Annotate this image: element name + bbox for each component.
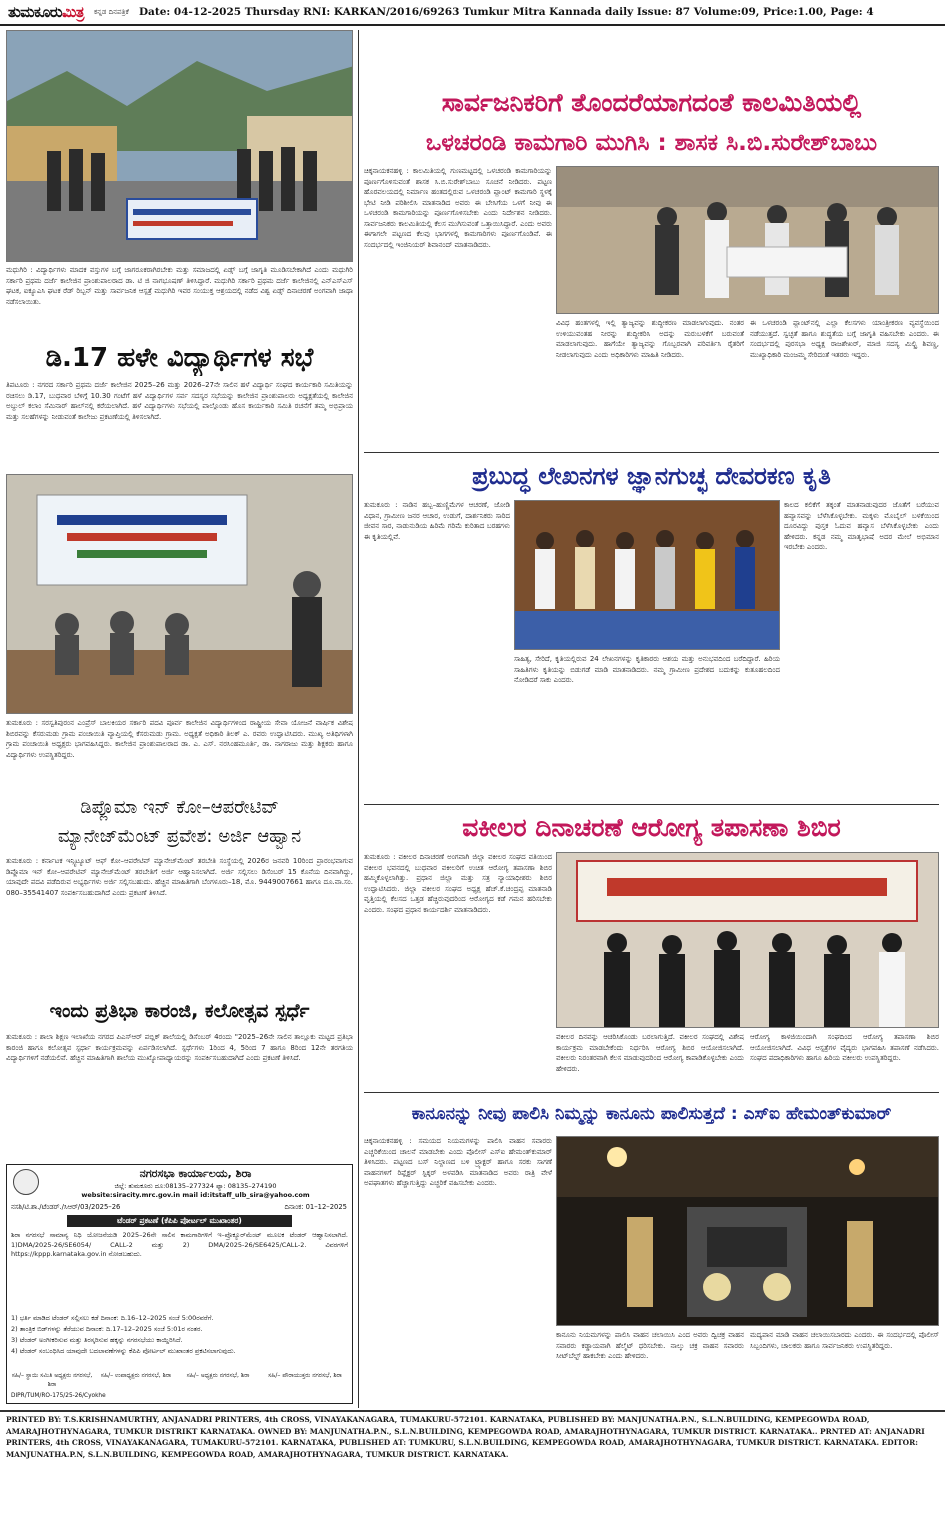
tender-advertisement [6,1164,353,1404]
book-release-photo [514,500,780,650]
column-divider [358,30,359,1408]
book-release-story-part3: ಕಾಲದ ಕಲಿಕೆಗೆ ತಕ್ಕಂತೆ ಮಾತನಾಡುವುದರ ಜೊತೆಗೆ ಬರೆಯುವ ಹವ್ಯಾಸವನ್ನು ಬೆಳೆಸಿಕೊಳ್ಳಬೇಕು. ಮಕ್ಕಳು ಮೊಬೈಲ್ ಬಳಕೆಯಿಂದ ದೂರವಿದ್ದು ಪುಸ್ತಕ ಓದುವ ಹವ್ಯಾಸ ಬೆಳೆಸಿಕೊಳ್ಳಬೇಕು ಎಂದು ಹೇಳಿದರು. ಕನ್ನಡ ನಮ್ಮ ಮಾತೃಭಾಷೆ ಅದರ ಮೇಲೆ ಅಭಿಮಾನ ಇರಬೇಕು ಎಂದರು. [784,501,939,551]
ad-tender-title: ಟೆಂಡರ್ ಪ್ರಕಟಣೆ (ಕೆಪಿಪಿ ಪೋರ್ಟಲ್ ಮುಖಾಂತರ) [67,1215,292,1227]
nss-camp-photo [6,474,353,714]
book-release-story-part1: ತುಮಕೂರು : ನಾಡಿನ ಹಬ್ಬ–ಹುಣ್ಣಿಮೆಗಳ ಆಚರಣೆ, ಜೋಡಿ ವಿಧಾನ, ಗ್ರಾಮೀಣ ಜನರ ಆಚಾರ, ಉಡುಗೆ, ದಾರ್ಶನಿಕರು ಸಾರಿದ ಜೀವನ ಸಾರ, ನಾಡುನುಡಿಯ ಹಿರಿಮೆ ಗರಿಮೆ ಕುರಿತಾದ ಬರಹಗಳು ಈ ಕೃತಿಯಲ್ಲಿವೆ. [364,501,510,541]
traffic-law-story-part2: ಕಾನೂನು ನಿಯಮಗಳನ್ನು ಪಾಲಿಸಿ ವಾಹನ ಚಲಾಯಿಸಿ ಎಂದ ಅವರು ದ್ವಿಚಕ್ರ ವಾಹನ ಸವಾರರು ಕಡ್ಡಾಯವಾಗಿ ಹೆಲ್ಮೆಟ್ ಧರಿಸಬೇಕು. ನಾಲ್ಕು ಚಕ್ರ ವಾಹನ ಸವಾರರು ಸೀಟ್‌ಬೆಲ್ಟ್ ಹಾಕಬೇಕು ಎಂದು ಹೇಳಿದರು. [556,1331,744,1360]
ad-ref-no: ನಸಶಿ/ಟಿ.ಶಾ./ಟೆಂಡರ್./ಸಿಆರ್/03/2025–26 [11,1203,121,1211]
ad-code: DIPR/TUM/RO-175/25-26/Cyokhe [11,1393,106,1399]
health-camp-headline: ವಕೀಲರ ದಿನಾಚರಣೆ ಆರೋಗ್ಯ ತಪಾಸಣಾ ಶಿಬಿರ [462,813,841,842]
emblem-icon [13,1169,39,1195]
aids-rally-photo [6,30,353,262]
traffic-law-headline: ಕಾನೂನನ್ನು ನೀವು ಪಾಲಿಸಿ ನಿಮ್ಮನ್ನು ಕಾನೂನು ಪಾಲಿಸುತ್ತದೆ : ಎಸ್‌ಐ ಹೇಮಂತ್‌ಕುಮಾರ್ [411,1104,892,1124]
traffic-law-story-part3: ಮದ್ಯಪಾನ ಮಾಡಿ ವಾಹನ ಚಲಾಯಿಸಬಾರದು ಎಂದರು. ಈ ಸಂದರ್ಭದಲ್ಲಿ ಪೊಲೀಸ್ ಸಿಬ್ಬಂದಿಗಳು, ಚಾಲಕರು ಹಾಗೂ ಸಾರ್ವಜನಿಕರು ಉಪಸ್ಥಿತರಿದ್ದರು. [750,1331,939,1350]
ad-org-name: ನಗರಸಭಾ ಕಾರ್ಯಾಲಯ, ಶಿರಾ [139,1167,252,1180]
section-divider [364,452,939,453]
diploma-headline-line1: ಡಿಪ್ಲೊಮಾ ಇನ್ ಕೋ–ಆಪರೇಟಿವ್ [80,797,279,818]
sewage-plant-inspection-photo [556,166,939,314]
pratibha-karanji-story: ತುಮಕೂರು : ಶಾಲಾ ಶಿಕ್ಷಣ ಇಲಾಖೆಯ ನಗರದ ಪಿಎಸ್‌ಆರ್ ಪಬ್ಲಿಕ್ ಶಾಲೆಯಲ್ಲಿ ಡಿಸೆಂಬರ್ 4ರಂದು "2025–26ನೇ ಸಾಲಿನ ತಾಲ್ಲೂಕು ಮಟ್ಟದ ಪ್ರತಿಭಾ ಕಾರಂಜಿ ಹಾಗೂ ಕಲೋತ್ಸವ ಸ್ಪರ್ಧಾ ಕಾರ್ಯಕ್ರಮವನ್ನು ಏರ್ಪಡಿಸಲಾಗಿದೆ. ಸ್ಪರ್ಧೆಗಳು 1ರಿಂದ 4, 5ರಿಂದ 7 ಹಾಗೂ 8ರಿಂದ 12ನೇ ತರಗತಿಯ ವಿದ್ಯಾರ್ಥಿಗಳಿಗೆ ನಡೆಯಲಿವೆ. ಹೆಚ್ಚಿನ ಮಾಹಿತಿಗಾಗಿ ಶಾಲೆಯ ಮುಖ್ಯೋಪಾಧ್ಯಾಯರನ್ನು ಸಂಪರ್ಕಿಸಬಹುದಾಗಿದೆ ಎಂದು ಪ್ರಕಟಣೆ ತಿಳಿಸಿದೆ. [6,1033,353,1062]
health-camp-story-part3: ಆರೋಗ್ಯ ಕಾಳಜಿಯಿಂದಾಗಿ ಸಂಘದಿಂದ ಆರೋಗ್ಯ ತಪಾಸಣಾ ಶಿಬಿರ ಆಯೋಜಿಸಲಾಗಿದೆ. ವಿವಿಧ ಆಸ್ಪತ್ರೆಗಳ ವೈದ್ಯರು ಭಾಗವಹಿಸಿ ತಪಾಸಣೆ ನಡೆಸಿದರು. ಸಂಘದ ಪದಾಧಿಕಾರಿಗಳು ಹಾಗೂ ಹಿರಿಯ ವಕೀಲರು ಉಪಸ್ಥಿತರಿದ್ದರು. [750,1033,939,1062]
alumni-meeting-story: ತಿಪಟೂರು : ನಗರದ ಸರ್ಕಾರಿ ಪ್ರಥಮ ದರ್ಜೆ ಕಾಲೇಜಿನ 2025–26 ಮತ್ತು 2026–27ನೇ ಸಾಲಿನ ಹಳೆ ವಿದ್ಯಾರ್ಥಿ ಸಂಘದ ಕಾರ್ಯಕಾರಿ ಸಮಿತಿಯನ್ನು ರಚಿಸಲು ಡಿ.17, ಬುಧವಾರ ಬೆಳಿಗ್ಗೆ 10.30 ಗಂಟೆಗೆ ಹಳೆ ವಿದ್ಯಾರ್ಥಿಗಳ ಸರ್ವ ಸದಸ್ಯರ ಸಭೆಯನ್ನು ಕಾಲೇಜಿನ ಪ್ರಾಂಶುಪಾಲರು ಅಧ್ಯಕ್ಷತೆಯಲ್ಲಿ ಕಾಲೇಜಿನ ಅಬ್ದುಲ್ ಕಲಾಂ ಸೆಮಿನಾರ್ ಹಾಲ್‌ನಲ್ಲಿ ಕರೆಯಲಾಗಿದೆ. ಹಳೆ ವಿದ್ಯಾರ್ಥಿಗಳು ಸಭೆಯಲ್ಲಿ ಪಾಲ್ಗೊಂಡು ಹೊಸ ಕಾರ್ಯಕಾರಿ ಸಮಿತಿ ರಚನೆಗೆ ತಮ್ಮ ಅಭಿಪ್ರಾಯ ಮತ್ತು ಸಲಹೆಗಳನ್ನು ನೀಡುವಂತೆ ಕಾಲೇಜು ಪ್ರಕಟಣೆಯಲ್ಲಿ ತಿಳಿಸಲಾಗಿದೆ. [6,381,353,421]
health-camp-story-part2: ವಕೀಲರ ದಿನವನ್ನು ಆಚರಿಸಿಕೊಂಡು ಬರಲಾಗುತ್ತಿದೆ. ವಕೀಲರ ಸಂಘದಲ್ಲಿ ವಿಶೇಷ ಕಾರ್ಯಕ್ರಮ ಮಾಡಬೇಕೆಂದು ನಿರ್ಧರಿಸಿ ಆರೋಗ್ಯ ಶಿಬಿರ ಆಯೋಜಿಸಲಾಗಿದೆ. ವಕೀಲರು ನಿರಂತರವಾಗಿ ಕೆಲಸ ಮಾಡುವುದರಿಂದ ಆರೋಗ್ಯ ಕಾಪಾಡಿಕೊಳ್ಳಬೇಕು ಎಂದು ಹೇಳಿದರು. [556,1033,744,1073]
footer-rule [0,1410,945,1412]
issue-info: Date: 04-12-2025 Thursday RNI: KARKAN/2016/69263 Tumkur Mitra Kannada daily Issue: 87 Volume:09, Price:1.00, Page: 4 [138,6,874,18]
health-camp-story-part1: ತುಮಕೂರು : ವಕೀಲರ ದಿನಾಚರಣೆ ಅಂಗವಾಗಿ ಜಿಲ್ಲಾ ವಕೀಲರ ಸಂಘದ ವತಿಯಿಂದ ವಕೀಲರ ಭವನದಲ್ಲಿ ಬುಧವಾರ ವಕೀಲರಿಗೆ ಉಚಿತ ಆರೋಗ್ಯ ತಪಾಸಣಾ ಶಿಬಿರ ಹಮ್ಮಿಕೊಳ್ಳಲಾಗಿತ್ತು. ಪ್ರಧಾನ ಜಿಲ್ಲಾ ಮತ್ತು ಸತ್ರ ನ್ಯಾಯಾಧೀಶರು ಶಿಬಿರ ಉದ್ಘಾಟಿಸಿದರು. ಜಿಲ್ಲಾ ವಕೀಲರ ಸಂಘದ ಅಧ್ಯಕ್ಷ ಹೆಚ್.ಕೆ.ಚಂದ್ರಪ್ಪ ಮಾತನಾಡಿ ವೃತ್ತಿಯಲ್ಲಿ ಕೆಲಸದ ಒತ್ತಡ ಹೆಚ್ಚಿರುವುದರಿಂದ ಆರೋಗ್ಯದ ಕಡೆ ಗಮನ ಹರಿಸಬೇಕು ಎಂದರು. ಸಂಘದ ಪ್ರಧಾನ ಕಾರ್ಯದರ್ಶಿ ಮಾತನಾಡಿದರು. [364,853,552,914]
ad-signature-3: ಸಹಿ/– ಅಧ್ಯಕ್ಷರು ನಗರಸಭೆ, ಶಿರಾ [186,1372,250,1379]
ad-signature-2: ಸಹಿ/– ಉಪಾಧ್ಯಕ್ಷರು ನಗರಸಭೆ, ಶಿರಾ [100,1372,172,1379]
imprint-line: PRINTED BY: T.S.KRISHNAMURTHY, ANJANADRI PRINTERS, 4th CROSS, VINAYAKANAGARA, TUMAKURU-572101. KARNATAKA, PUBLISHED BY: MANJUNATHA.P.N., S.L.N.BUILDING, KEMPEGOWDA ROAD, AMARAJHOTHYNAGARA, TUMKUR DISTRIKT KARNATAKA. OWNED BY: MANJUNATHA.P.N., S.L.N.BUILDING, KEMPEGOWDA ROAD, AMARAJHOTHYNAGARA, TUMKUR DISTRICT. KARNATAKA.. PRNTED AT: ANJANADRI PRINTERS, 4th CROSS, VINAYAKANAGARA, TUMAKURU-572101. KARNATAKA, PUBLISHED AT: TUMKURU, S.L.N.BUILDING, KEMPEGOWDA ROAD, AMARAJHOTHYNAGARA, TUMKUR DISTRICT. KARNATAKA. EDITOR: MANJUNATHA.P.N, S.L.N.BUILDING, KEMPEGOWDA ROAD, AMARAJHOTHYNAGARA, TUMKUR DISTRICT. KARNATAKA. [6,1415,925,1459]
ad-website: website:siracity.mrc.gov.in mail id:itstaff_ulb_sira@yahoo.com [81,1191,310,1199]
ad-item-4: 4) ಟೆಂಡರ್ ಸಂಬಂಧಿಸಿದ ಯಾವುದೇ ಬದಲಾವಣೆಗಳನ್ನು ಕೆಪಿಪಿ ಪೋರ್ಟಲ್ ಮುಖಾಂತರ ಪ್ರಕಟಿಸಲಾಗುವುದು. [11,1347,236,1355]
lead-story-part3: ಈ ಒಳಚರಂಡಿ ಪ್ಲಾಂಟ್‌ನಲ್ಲಿ ಎಲ್ಲಾ ಕೆಲಸಗಳು ಯಾಂತ್ರೀಕರಣ ವ್ಯವಸ್ಥೆಯಿಂದ ನಡೆಯುತ್ತದೆ. ಸ್ವಚ್ಛತೆ ಹಾಗೂ ಶುದ್ಧತೆಯ ಬಗ್ಗೆ ಜಾಗೃತಿ ವಹಿಸಬೇಕು ಎಂದರು. ಈ ಸಂದರ್ಭದಲ್ಲಿ ಪುರಸಭಾ ಅಧ್ಯಕ್ಷ ರಾಜಶೇಖರ್, ಮಾಜಿ ಸದಸ್ಯ ಮಿಲ್ಟ್ರಿ ಶಿವಣ್ಣ, ಮುಖ್ಯಾಧಿಕಾರಿ ಮಂಜಮ್ಮ ಸೇರಿದಂತೆ ಇತರರು ಇದ್ದರು. [750,319,939,359]
section-divider-2 [364,804,939,805]
book-release-story-part2: ಸಾಹಿತ್ಯ, ಸೇರಿದೆ, ಕೃತಿಯಲ್ಲಿರುವ 24 ಲೇಖನಗಳನ್ನು ಕೃತಿಕಾರರು ಆಶಯ ಮತ್ತು ಅನುಭವದಿಂದ ಬರೆದಿದ್ದಾರೆ. ಹಿರಿಯ ಸಾಹಿತಿಗಳು ಕೃತಿಯನ್ನು ಬಿಡುಗಡೆ ಮಾಡಿ ಮಾತನಾಡಿದರು. ನಮ್ಮ ಗ್ರಾಮೀಣ ಪ್ರದೇಶದ ಬದುಕನ್ನು ಕುತೂಹಲದಿಂದ ನೋಡಿದರೆ ಸಾಕು ಎಂದರು. [514,655,780,684]
traffic-check-photo [556,1136,939,1326]
alumni-meeting-headline: ಡಿ.17 ಹಳೇ ವಿದ್ಯಾರ್ಥಿಗಳ ಸಭೆ [45,343,314,373]
traffic-law-story-part1: ಚಿಕ್ಕನಾಯಕನಹಳ್ಳಿ : ಸಮಯದ ನಿಯಮಗಳನ್ನು ಪಾಲಿಸಿ ವಾಹನ ಸವಾರರು ಎಚ್ಚರಿಕೆಯಿಂದ ಚಾಲನೆ ಮಾಡಬೇಕು ಎಂದು ಪೊಲೀಸ್ ಎಸ್‌ಐ ಹೇಮಂತ್‌ಕುಮಾರ್ ತಿಳಿಸಿದರು. ಪಟ್ಟಣದ ಬಸ್ ನಿಲ್ದಾಣದ ಬಳಿ ಟ್ರ್ಯಾಕ್ಟರ್ ಹಾಗೂ ಸರಕು ಸಾಗಣೆ ವಾಹನಗಳಿಗೆ ರಿಫ್ಲೆಕ್ಟರ್ ಸ್ಟಿಕ್ಕರ್ ಅಳವಡಿಸಿ ಮಾತನಾಡಿದ ಅವರು ರಾತ್ರಿ ವೇಳೆ ಅಪಘಾತಗಳು ಹೆಚ್ಚಾಗುತ್ತಿದ್ದು ಎಚ್ಚರಿಕೆ ವಹಿಸಬೇಕು ಎಂದರು. [364,1137,552,1187]
ad-signature-1: ಸಹಿ/– ಸ್ಥಾಯಿ ಸಮಿತಿ ಅಧ್ಯಕ್ಷರು ನಗರಸಭೆ, ಶಿರಾ [11,1372,93,1388]
ad-signature-4: ಸಹಿ/– ಪೌರಾಯುಕ್ತರು ನಗರಸಭೆ, ಶಿರಾ [268,1372,342,1379]
logo-subtitle: ಕನ್ನಡ ದಿನಪತ್ರಿಕೆ [93,7,129,16]
nss-camp-story: ತುಮಕೂರು : ಸರಸ್ವತಿಪುರಂನ ಎಂಪ್ರೆಸ್ ಬಾಲಕಿಯರ ಸರ್ಕಾರಿ ಪದವಿ ಪೂರ್ವ ಕಾಲೇಜಿನ ವಿದ್ಯಾರ್ಥಿಗಳಿಂದ ರಾಷ್ಟ್ರೀಯ ಸೇವಾ ಯೋಜನೆ ವಾರ್ಷಿಕ ವಿಶೇಷ ಶಿಬಿರವನ್ನು ಕೆಸರುಮಡು ಗ್ರಾಮ ಪಂಚಾಯಿತಿ ವ್ಯಾಪ್ತಿಯಲ್ಲಿ ಕೆಸರುಮಡು ಗ್ರಾಮ. ಅಧ್ಯಕ್ಷತೆ ಅಧಿಕಾರಿ ತಿಲಕ್ ಎ. ರವರು ಉದ್ಘಾಟಿಸಿದರು. ಮುಖ್ಯ ಅತಿಥಿಗಳಾಗಿ ಗ್ರಾಮ ಪಂಚಾಯಿತಿ ಅಧ್ಯಕ್ಷರು ಭಾಗವಹಿಸಿದ್ದರು. ಕಾಲೇಜಿನ ಪ್ರಾಂಶುಪಾಲರಾದ ಡಾ. ಎ. ಎಸ್. ನರಸಿಂಹಮೂರ್ತಿ, ಡಾ. ನಾಗರಾಜು ಮತ್ತು ಶಿಕ್ಷಕರು ಹಾಗೂ ವಿದ್ಯಾರ್ಥಿಗಳು ಉಪಸ್ಥಿತರಿದ್ದರು. [6,719,353,759]
diploma-headline-line2: ಮ್ಯಾನೇಜ್‌ಮೆಂಟ್ ಪ್ರವೇಶ: ಅರ್ಜಿ ಆಹ್ವಾನ [57,826,302,847]
lead-story-part2: ವಿವಿಧ ಹಂತಗಳಲ್ಲಿ ಇಲ್ಲಿ ತ್ಯಾಜ್ಯವನ್ನು ಶುದ್ಧೀಕರಣ ಮಾಡಲಾಗುವುದು. ನಂತರ ಉಳಿಯುವಂತಹ ನೀರನ್ನು ಶುದ್ಧೀಕರಿಸಿ ಅದನ್ನು ಮರುಬಳಕೆಗೆ ಬರುವಂತೆ ಮಾಡಲಾಗುವುದು. ಹಾಗೆಯೇ ತ್ಯಾಜ್ಯವನ್ನು ಗೊಬ್ಬರವಾಗಿ ಪರಿವರ್ತಿಸಿ ರೈತರಿಗೆ ನೀಡಲಾಗುವುದು ಎಂದು ಅಧಿಕಾರಿಗಳು ಮಾಹಿತಿ ನೀಡಿದರು. [556,319,744,359]
ad-item-3: 3) ಟೆಂಡರ್ ಅಂಗೀಕರಿಸುವ ಮತ್ತು ತಿರಸ್ಕರಿಸುವ ಹಕ್ಕನ್ನು ನಗರಸಭೆಯು ಕಾಯ್ದಿರಿಸಿದೆ. [11,1336,183,1344]
masthead [0,0,945,26]
ad-body: ಶಿರಾ ನಗರಸಭೆ ಸಾಮಾನ್ಯ ನಿಧಿ ಯೋಜನೆಯಡಿ 2025–26ನೇ ಸಾಲಿನ ಕಾಮಗಾರಿಗಳಿಗೆ ಇ–ಪ್ರೊಕ್ಯೂರ್‌ಮೆಂಟ್ ಮೂಲಕ ಟೆಂಡರ್ ಆಹ್ವಾನಿಸಲಾಗಿದೆ. 1)DMA/2025-26/SE6054/ CALL-2 ಮತ್ತು 2) DMA/2025-26/SE6425/CALL-2. ವಿವರಗಳಿಗೆ https://kppp.karnataka.gov.in ನೋಡಬಹುದು. [11,1231,348,1259]
lead-headline-line1: ಸಾರ್ವಜನಿಕರಿಗೆ ತೊಂದರೆಯಾಗದಂತೆ ಕಾಲಮಿತಿಯಲ್ಲಿ [441,88,862,117]
section-divider-3 [364,1092,939,1093]
lead-story-part1: ಚಿಕ್ಕನಾಯಕನಹಳ್ಳಿ : ಕಾಲಮಿತಿಯಲ್ಲಿ ಗುಣಮಟ್ಟದಲ್ಲಿ ಒಳಚರಂಡಿ ಕಾಮಗಾರಿಯನ್ನು ಪೂರ್ಣಗೊಳಿಸುವಂತೆ ಶಾಸಕ ಸಿ.ಬಿ.ಸುರೇಶ್‌ಬಾಬು ಸೂಚನೆ ನೀಡಿದರು. ಪಟ್ಟಣ ಹೊರವಲಯದಲ್ಲಿ ನಿರ್ಮಾಣ ಹಂತದಲ್ಲಿರುವ ಒಳಚರಂಡಿ ಪ್ಲಾಂಟ್ ಕಾಮಗಾರಿ ಸ್ಥಳಕ್ಕೆ ಭೇಟಿ ನೀಡಿ ಪರಿಶೀಲಿಸಿ ಮಾತನಾಡಿದ ಅವರು ಈ ಬೇಸಿಗೆಯ ಒಳಗೆ ನೀವು ಈ ಒಳಚರಂಡಿ ಕಾಮಗಾರಿಯನ್ನು ಪೂರ್ಣಗೊಳಿಸಬೇಕು ಎಂದು ನಿರ್ದೇಶನ ನೀಡಿದರು. ಸಾರ್ವಜನಿಕರು ಕಾಲಮಿತಿಯಲ್ಲಿ ಕೆಲಸ ಮುಗಿಸುವಂತೆ ಒತ್ತಾಯಿಸಿದ್ದಾರೆ. ಎಂದು ಅವರು ಈಗಾಗಲೇ ಪಟ್ಟಣದ ಕೆಲವು ಭಾಗಗಳಲ್ಲಿ ಕಾಮಗಾರಿಗಳು ಪೂರ್ಣಗೊಂಡಿವೆ. ಈ ಸಂದರ್ಭದಲ್ಲಿ ಇಂಜಿನಿಯರ್ ಶಿವಾನಂದ್ ಮಾತನಾಡಿದರು. [364,167,552,249]
lead-headline-line2: ಒಳಚರಂಡಿ ಕಾಮಗಾರಿ ಮುಗಿಸಿ : ಶಾಸಕ ಸಿ.ಬಿ.ಸುರೇಶ್‌ಬಾಬು [425,130,878,156]
diploma-story: ತುಮಕೂರು : ಕರ್ನಾಟಕ ಇನ್ಸ್ಟಿಟ್ಯೂಟ್ ಆಫ್ ಕೋ–ಆಪರೇಟಿವ್ ಮ್ಯಾನೇಜ್‌ಮೆಂಟ್ ತರಬೇತಿ ಸಂಸ್ಥೆಯಲ್ಲಿ 2026ರ ಜನವರಿ 10ರಿಂದ ಪ್ರಾರಂಭವಾಗುವ ಡಿಪ್ಲೊಮಾ ಇನ್ ಕೋ–ಆಪರೇಟಿವ್ ಮ್ಯಾನೇಜ್‌ಮೆಂಟ್ ತರಬೇತಿಗೆ ಅರ್ಜಿ ಆಹ್ವಾನಿಸಲಾಗಿದೆ. ಅರ್ಜಿ ಸಲ್ಲಿಸಲು ಡಿಸೆಂಬರ್ 15 ಕೊನೆಯ ದಿನವಾಗಿದ್ದು, ಯಾವುದೇ ಪದವಿ ಪಡೆದಿರುವ ಅಭ್ಯರ್ಥಿಗಳು ಅರ್ಜಿ ಸಲ್ಲಿಸಬಹುದು. ಹೆಚ್ಚಿನ ಮಾಹಿತಿಗಾಗಿ ಬೆಂಗಳೂರು–18, ಮೊ. 9449007661 ಹಾಗೂ ದೂ.ವಾ.ಸಂ. 080–35541407 ಸಂಪರ್ಕಿಸಬಹುದಾಗಿದೆ ಎಂದು ಪ್ರಕಟಣೆ ತಿಳಿಸಿದೆ. [6,857,353,897]
pratibha-karanji-headline: ಇಂದು ಪ್ರತಿಭಾ ಕಾರಂಜಿ, ಕಲೋತ್ಸವ ಸ್ಪರ್ಧೆ [49,1000,310,1022]
ad-item-1: 1) ಭರ್ತಿ ಮಾಡಿದ ಟೆಂಡರ್ ಸಲ್ಲಿಸಲು ಕಡೆ ದಿನಾಂಕ: ದಿ.16–12–2025 ಸಂಜೆ 5:00ರವರೆಗೆ. [11,1314,214,1322]
health-camp-photo [556,852,939,1028]
ad-contact: ಜಿಲ್ಲೆ: ತುಮಕೂರು ದೂ:08135–277324 ಫ್ಯಾ: 08135–274190 [114,1182,277,1190]
newspaper-logo: ತುಮಕೂರುಮಿತ್ರ [8,3,84,21]
book-release-headline: ಪ್ರಬುದ್ಧ ಲೇಖನಗಳ ಜ್ಞಾನಗುಚ್ಛ ದೇವರಕಣ ಕೃತಿ [472,462,831,490]
ad-date: ದಿನಾಂಕ: 01–12–2025 [284,1203,347,1211]
aids-rally-story: ಮಧುಗಿರಿ : ವಿದ್ಯಾರ್ಥಿಗಳು ಮಾದಕ ವಸ್ತುಗಳ ಬಗ್ಗೆ ಜಾಗರೂಕರಾಗಿರಬೇಕು ಮತ್ತು ಸಮಾಜದಲ್ಲಿ ಏಡ್ಸ್ ಬಗ್ಗೆ ಜಾಗೃತಿ ಮೂಡಿಸಬೇಕಾಗಿದೆ ಎಂದು ಮಧುಗಿರಿ ಸರ್ಕಾರಿ ಪ್ರಥಮ ದರ್ಜೆ ಕಾಲೇಜಿನ ಪ್ರಾಂಶುಪಾಲರಾದ ಡಾ. ಟಿ ಜಿ ನಾಗಭೂಷಣ್ ತಿಳಿಸಿದ್ದಾರೆ. ಮಧುಗಿರಿ ಸರ್ಕಾರಿ ಪ್ರಥಮ ದರ್ಜೆ ಕಾಲೇಜಿನಲ್ಲಿ ಎನ್‌ಎಸ್‌ಎಸ್ ಘಟಕ, ಐಕ್ಯೂಎಸಿ ಘಟಕ ರೆಡ್ ರಿಬ್ಬನ್ ಮತ್ತು ಸಾರ್ವಜನಿಕ ಆಸ್ಪತ್ರೆ ಮಧುಗಿರಿ ಇವರ ಸಂಯುಕ್ತ ಆಶ್ರಯದಲ್ಲಿ ನಡೆದ ವಿಶ್ವ ಏಡ್ಸ್ ದಿನಾಚರಣೆ ಅಂಗವಾಗಿ ಜಾಥಾ ನಡೆಸಲಾಯಿತು. [6,266,353,306]
ad-item-2: 2) ತಾಂತ್ರಿಕ ಬಿಡ್‌ಗಳನ್ನು ತೆರೆಯುವ ದಿನಾಂಕ: ದಿ.17–12–2025 ಸಂಜೆ 5:01ರ ನಂತರ. [11,1325,203,1333]
